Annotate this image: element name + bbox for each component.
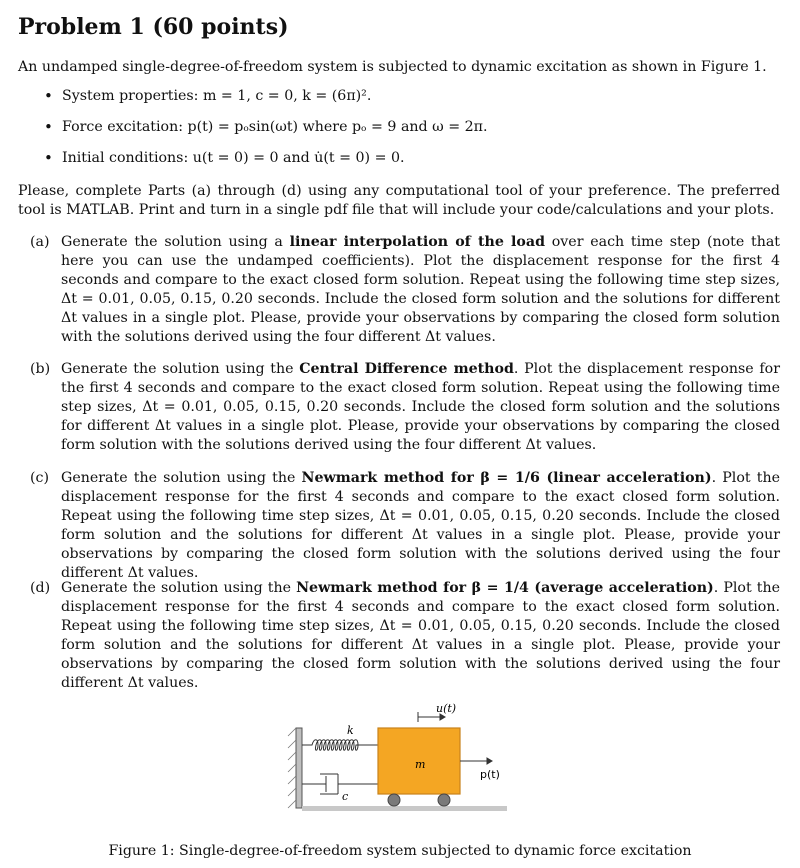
label-p: p(t) <box>480 768 500 781</box>
part-method: linear interpolation of the load <box>289 234 545 250</box>
part-label: (c) <box>30 470 50 486</box>
part-b <box>30 360 780 455</box>
wheel-right <box>438 794 450 806</box>
intro-paragraph: An undamped single-degree-of-freedom system is subjected to dynamic excitation as shown in Figure 1. <box>18 59 767 75</box>
part-text: Generate the solution using a linear interpolation of the load over each time step (note that here you can use the undamped coefficients). Plot the displacement response for the first 4 seconds and compare to the exact closed form solution. Repeat using the following time step sizes, Δt = 0.01, 0.05, 0.15, 0.20 seconds. Include the closed form solution and the solutions for different Δt values in a single plot. Please, provide your observations by comparing the closed form solution with the solutions derived using the four different Δt values. <box>61 234 781 345</box>
bullet-force-excitation: • Force excitation: p(t) = pₒsin(ωt) where pₒ = 9 and ω = 2π. <box>44 118 764 149</box>
bullet-initial-conditions: • Initial conditions: u(t = 0) = 0 and u̇(t = 0) = 0. <box>44 149 764 180</box>
part-method: Newmark method for β = 1/4 (average acceleration) <box>296 580 714 596</box>
wall-hatch <box>288 728 296 808</box>
problem-title: Problem 1 (60 points) <box>18 14 289 40</box>
bullet-list <box>44 87 764 180</box>
part-label: (d) <box>30 580 51 596</box>
wall <box>296 728 302 808</box>
part-text: Generate the solution using the Central Difference method. Plot the displacement response for the first 4 seconds and compare to the exact closed form solution. Repeat using the following time step sizes, Δt = 0.01, 0.05, 0.15, 0.20 seconds. Include the closed form solution and the solutions for different Δt values in a single plot. Please, provide your observations by comparing the closed form solution with the solutions derived using the four different Δt values. <box>61 361 780 453</box>
label-u: u(t) <box>436 702 457 715</box>
part-method: Newmark method for β = 1/6 (linear acceleration) <box>301 470 712 486</box>
part-label: (a) <box>30 234 50 250</box>
force-arrow <box>460 758 492 764</box>
ground <box>302 806 507 811</box>
sdof-figure <box>282 698 522 813</box>
bullet-system-properties: • System properties: m = 1, c = 0, k = (6π)². <box>44 87 764 118</box>
part-d <box>30 579 780 693</box>
part-method: Central Difference method <box>299 361 514 377</box>
figure-caption: Figure 1: Single-degree-of-freedom system subjected to dynamic force excitation <box>108 843 692 859</box>
part-text: Generate the solution using the Newmark method for β = 1/4 (average acceleration). Plot the displacement response for the first 4 seconds and compare to the exact closed form solution. Repeat using the following time step sizes, Δt = 0.01, 0.05, 0.15, 0.20 seconds. Include the closed form solution and the solutions for different Δt values in a single plot. Please, provide your observations by comparing the closed form solution with the solutions derived using the four different Δt values. <box>61 580 780 691</box>
spring <box>302 740 378 751</box>
label-m: m <box>415 758 426 771</box>
label-c: c <box>342 790 349 803</box>
instructions-paragraph: Please, complete Parts (a) through (d) using any computational tool of your preference. The preferred tool is MATLAB. Print and turn in a single pdf file that will include your code/calculations and your plots. <box>18 183 780 218</box>
part-c <box>30 469 780 583</box>
part-text: Generate the solution using the Newmark method for β = 1/6 (linear acceleration). Plot the displacement response for the first 4 seconds and compare to the exact closed form solution. Repeat using the following time step sizes, Δt = 0.01, 0.05, 0.15, 0.20 seconds. Include the closed form solution and the solutions for different Δt values in a single plot. Please, provide your observations by comparing the closed form solution with the solutions derived using the four different Δt values. <box>61 470 780 581</box>
part-a <box>30 233 780 347</box>
part-label: (b) <box>30 361 51 377</box>
damper <box>302 774 378 794</box>
label-k: k <box>347 724 354 737</box>
wheel-left <box>388 794 400 806</box>
